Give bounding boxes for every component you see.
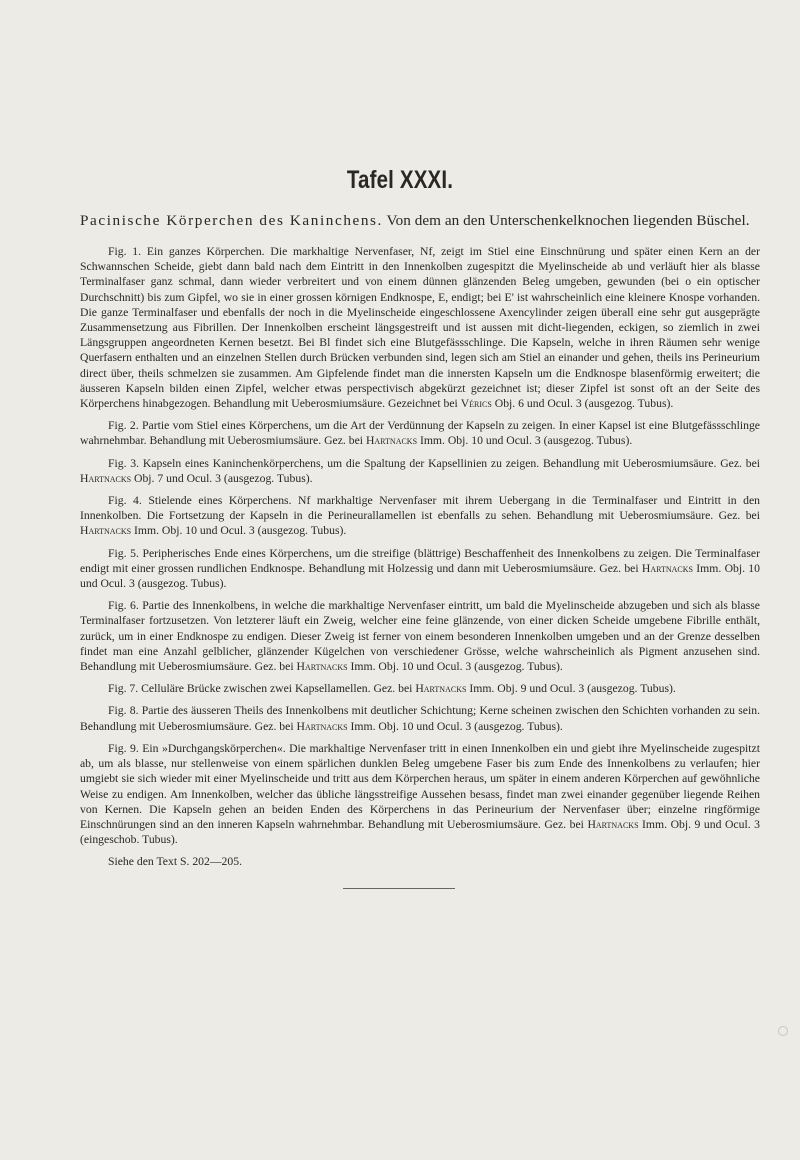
paper-speck: [778, 1026, 788, 1036]
figure-caption-4: Fig. 4. Stielende eines Körperchens. Nf markhaltige Nervenfaser mit ihrem Uebergang in die Terminalfaser und Eintritt in den Innenkolben. Die Fortsetzung der Kapseln in die Perineurallamellen ist ebenfalls zu sehen. Behandlung mit Ueberosmiumsäure. Gez. bei Hartnacks Imm. Obj. 10 und Ocul. 3 (ausgezog. Tubus).: [80, 494, 760, 538]
figure-captions: [80, 244, 760, 877]
figure-caption-7: Fig. 7. Celluläre Brücke zwischen zwei Kapsellamellen. Gez. bei Hartnacks Imm. Obj. 9 und Ocul. 3 (ausgezog. Tubus).: [108, 682, 676, 696]
plate-title: Tafel XXXI.: [346, 166, 454, 194]
figure-caption-1: Fig. 1. Ein ganzes Körperchen. Die markhaltige Nervenfaser, Nf, zeigt im Stiel eine Einschnürung und später einen Kern an der Schwannschen Scheide, giebt dann bald nach dem Eintritt in den Innenkolben zugespitzt die Myelinscheide ab und verläuft hier als blasse Terminalfaser ganz schmal, dann wieder verbreitert und von einem dünnen glänzenden Beleg umgeben, gewunden (bei o ein optischer Durchschnitt) bis zum Gipfel, wo sie in einer grossen körnigen Endknospe, E, endigt; bei E' ist wahrscheinlich eine kleinere Knospe vorhanden. Die ganze Terminalfaser und ebenfalls der noch in die Myelinscheide eingeschlossene Axencylinder zeigen überall eine sehr gut ausgeprägte Zusammensetzung aus Fibrillen. Der Innenkolben erscheint längsgestreift und ist aussen mit dicht-liegenden, eckigen, so ziemlich in zwei Längsgruppen angeordneten Kernen besetzt. Bei Bl findet sich eine Blutgefässschlinge. Die Kapseln, welche in ihren Räumen sehr wenige Querfasern enthalten und an einzelnen Stellen durch Brücken verbunden sind, legen sich am Stiel an einander und gehen, theils ins Perineurium direct über, theils schmelzen sie zusammen. Am Gipfelende findet man die innersten Kapseln um die Endknospe blasenförmig erweitert; die äusseren Kapseln bilden einen Zipfel, welcher etwas perspectivisch abgekürzt gezeichnet ist; dieser Zipfel ist sonst oft an der Seite des Körperchens hinabgezogen. Behandlung mit Ueberosmiumsäure. Gezeichnet bei Vérics Obj. 6 und Ocul. 3 (ausgezog. Tubus).: [80, 245, 760, 411]
figure-caption-3: Fig. 3. Kapseln eines Kaninchenkörperchens, um die Spaltung der Kapsellinien zu zeigen. Behandlung mit Ueberosmiumsäure. Gez. bei Hartnacks Obj. 7 und Ocul. 3 (ausgezog. Tubus).: [80, 456, 760, 485]
plate-subtitle: [80, 212, 760, 230]
subtitle-heading: Pacinische Körperchen des Kaninchens.: [80, 212, 383, 229]
text-reference: Siehe den Text S. 202—205.: [108, 855, 243, 869]
subtitle-description: Von dem an den Unterschenkelknochen liegenden Büschel.: [382, 212, 750, 229]
figure-caption-6: Fig. 6. Partie des Innenkolbens, in welche die markhaltige Nervenfaser eintritt, um bald die Myelinscheide abzugeben und sich als blasse Terminalfaser fortzusetzen. Von letzterer läuft ein Zweig, welcher eine feine glänzende, von einer dicken Scheide umgebene Fibrille enthält, zurück, um in einer Endknospe zu endigen. Dieser Zweig ist ferner von einem besonderen Innenkolben umgeben und an der Grenze desselben findet man eine Anzahl gelblicher, glänzender Kügelchen von verschiedener Grösse, welche wahrscheinlich als Pigment anzusehen sind. Behandlung mit Ueberosmiumsäure. Gez. bei Hartnacks Imm. Obj. 10 und Ocul. 3 (ausgezog. Tubus).: [80, 599, 760, 674]
figure-caption-9: Fig. 9. Ein »Durchgangskörperchen«. Die markhaltige Nervenfaser tritt in einen Innenkolben ein und giebt ihre Myelinscheide zugespitzt ab, um als blasse, nur stellenweise von einem spärlichen dunklen Beleg umgebene Faser bis zum Ende des Innenkolbens zu verlaufen; hier umgiebt sie sich wieder mit einer Myelinscheide und tritt aus dem Körperchen heraus, um später in einem anderen Körperchen auf gewöhnliche Weise zu endigen. Am Innenkolben, welcher das übliche längsstreifige Aussehen besass, findet man zwei einander gegenüber liegende Reihen von Kernen. Die Kapseln gehen an beiden Enden des Körperchens in das Perineurium der Nervenfaser über; einzelne ringförmige Einschnürungen sind an den inneren Kapseln wahrnehmbar. Behandlung mit Ueberosmiumsäure. Gez. bei Hartnacks Imm. Obj. 9 und Ocul. 3 (eingeschob. Tubus).: [80, 741, 760, 847]
figure-caption-8: Fig. 8. Partie des äusseren Theils des Innenkolbens mit deutlicher Schichtung; Kerne scheinen zwischen den Schichten vorhanden zu sein. Behandlung mit Ueberosmiumsäure. Gez. bei Hartnacks Imm. Obj. 10 und Ocul. 3 (ausgezog. Tubus).: [80, 704, 760, 733]
figure-caption-2: Fig. 2. Partie vom Stiel eines Körperchens, um die Art der Verdünnung der Kapseln zu zeigen. In einer Kapsel ist eine Blutgefässschlinge wahrnehmbar. Behandlung mit Ueberosmiumsäure. Gez. bei Hartnacks Imm. Obj. 10 und Ocul. 3 (ausgezog. Tubus).: [80, 419, 760, 448]
closing-rule: [343, 888, 455, 889]
figure-caption-5: Fig. 5. Peripherisches Ende eines Körperchens, um die streifige (blättrige) Beschaffenheit des Innenkolbens zu zeigen. Die Terminalfaser endigt mit einer grossen rundlichen Endknospe. Behandlung mit Holzessig und dann mit Ueberosmiumsäure. Gez. bei Hartnacks Imm. Obj. 10 und Ocul. 3 (ausgezog. Tubus).: [80, 546, 760, 591]
